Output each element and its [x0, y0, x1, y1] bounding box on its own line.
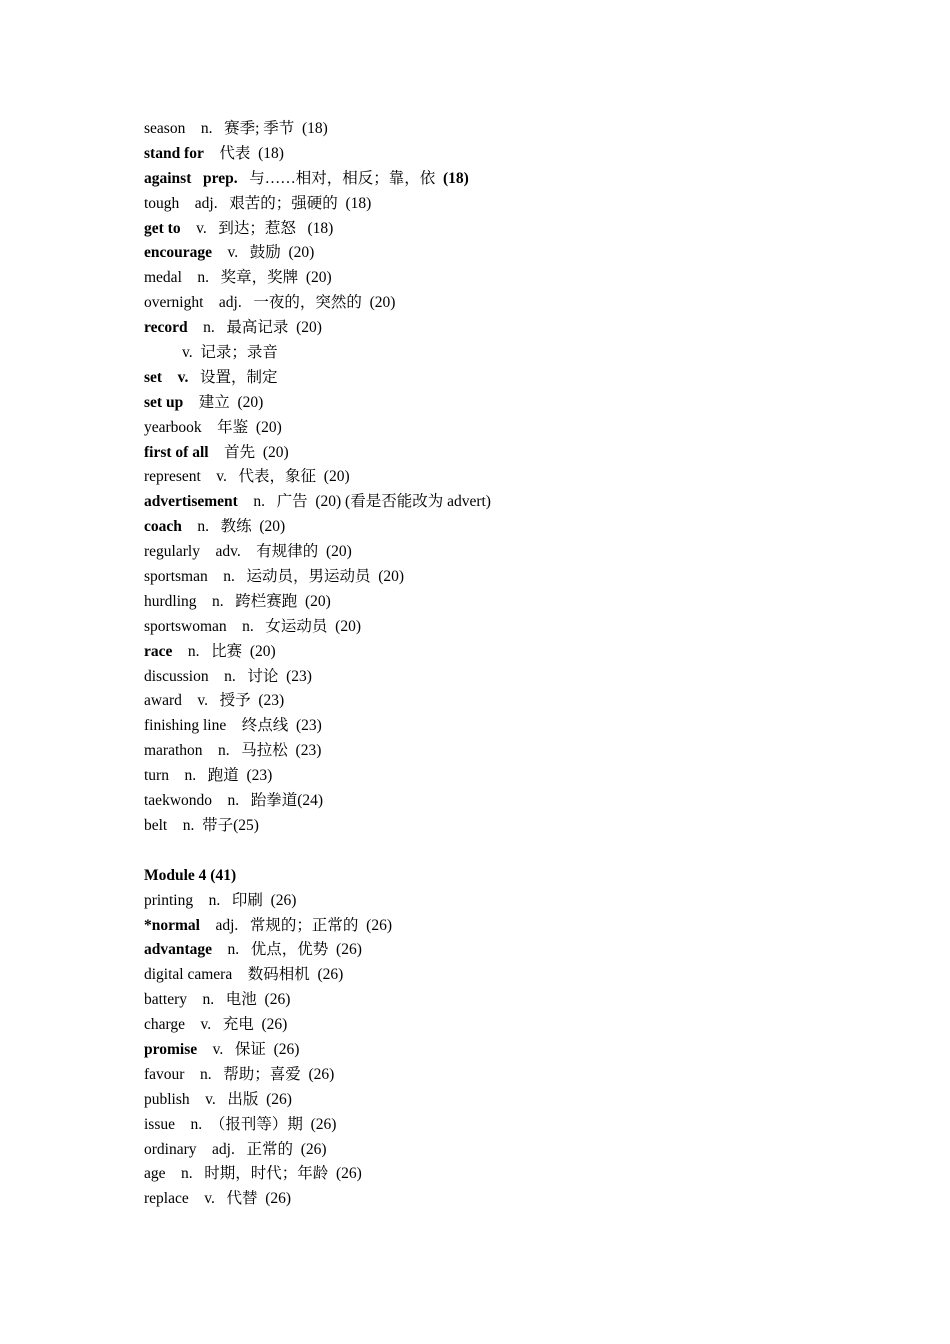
vocab-entry [144, 739, 904, 764]
entry-text: digital camera 数码相机 (26) [144, 966, 344, 984]
entry-text: medal n. 奖章，奖牌 (20) [144, 269, 332, 287]
entry-text: age n. 时期，时代；年龄 (26) [144, 1165, 362, 1183]
vocab-entry [144, 391, 904, 416]
vocab-entry [144, 316, 904, 341]
entry-text: 与……相对，相反；靠，依 [237, 169, 443, 187]
vocab-entry [144, 938, 904, 963]
entry-text: favour n. 帮助；喜爱 (26) [144, 1065, 335, 1083]
entry-text: yearbook 年鉴 (20) [144, 418, 282, 436]
vocab-entry [144, 963, 904, 988]
entry-text: 首先 (20) [208, 443, 289, 461]
entry-text: belt n. 带子(25) [144, 816, 259, 834]
entry-text: charge v. 充电 (26) [144, 1016, 288, 1034]
entry-text: issue n. （报刊等）期 (26) [144, 1115, 337, 1133]
vocab-entry [144, 914, 904, 939]
vocab-entry [144, 465, 904, 490]
entry-text: regularly adv. 有规律的 (20) [144, 543, 352, 561]
vocab-entry [144, 764, 904, 789]
entry-text: award v. 授予 (23) [144, 692, 285, 710]
vocab-entry [144, 1113, 904, 1138]
entry-text: v. 记录；录音 [182, 344, 278, 362]
module-heading [144, 864, 904, 889]
entry-text: 代表 (18) [203, 144, 284, 162]
vocab-entry [144, 1138, 904, 1163]
entry-term: stand for [144, 144, 204, 162]
vocab-entry [144, 490, 904, 515]
entry-text: hurdling n. 跨栏赛跑 (20) [144, 592, 331, 610]
entry-text: season n. 赛季; 季节 (18) [144, 120, 328, 137]
vocab-entry [144, 565, 904, 590]
vocabulary-page [144, 117, 904, 1212]
vocab-entry [144, 366, 904, 391]
blank-line [144, 839, 904, 864]
vocab-entry [144, 117, 904, 142]
entry-term: get to [144, 219, 181, 237]
entry-text: n. 最高记录 (20) [187, 319, 322, 337]
entry-text: sportswoman n. 女运动员 (20) [144, 617, 361, 635]
entry-text: battery n. 电池 (26) [144, 991, 291, 1009]
entry-term: promise [144, 1040, 198, 1058]
entry-text: taekwondo n. 跆拳道(24) [144, 792, 324, 810]
vocab-entry [144, 640, 904, 665]
entry-text: printing n. 印刷 (26) [144, 891, 297, 909]
entry-text: n. 优点，优势 (26) [212, 941, 362, 959]
entry-term: advertisement [144, 493, 238, 511]
entry-term: first of all [144, 443, 209, 461]
vocab-entry [144, 241, 904, 266]
entry-term: advantage [144, 941, 213, 959]
entry-term: (18) [442, 169, 469, 187]
vocab-entry [144, 167, 904, 192]
vocab-entry [144, 217, 904, 242]
vocab-entry [144, 689, 904, 714]
entry-text: n. 教练 (20) [181, 518, 286, 536]
entry-text: finishing line 终点线 (23) [144, 717, 322, 735]
vocab-entry [144, 192, 904, 217]
entry-text: v. 鼓励 (20) [212, 244, 315, 262]
vocab-entry [144, 789, 904, 814]
entry-term: encourage [144, 244, 213, 262]
vocab-entry [144, 615, 904, 640]
vocab-entry [144, 540, 904, 565]
vocab-entry [144, 1162, 904, 1187]
entry-text: n. 广告 (20) (看是否能改为 advert) [237, 493, 491, 511]
entry-text: 建立 (20) [183, 393, 264, 411]
entry-text: ordinary adj. 正常的 (26) [144, 1140, 327, 1158]
vocab-entry [144, 988, 904, 1013]
entry-text: 设置，制定 [188, 368, 278, 386]
entry-text: adj. 常规的；正常的 (26) [199, 916, 392, 934]
vocab-entry [144, 889, 904, 914]
vocab-entry [144, 515, 904, 540]
entry-text: marathon n. 马拉松 (23) [144, 742, 322, 760]
vocab-entry [144, 665, 904, 690]
vocab-entry [144, 291, 904, 316]
entry-term: coach [144, 518, 182, 536]
entry-text: sportsman n. 运动员，男运动员 (20) [144, 568, 405, 586]
vocab-entry [144, 266, 904, 291]
vocab-entry [144, 714, 904, 739]
vocab-entry [144, 590, 904, 615]
entry-term: against prep. [144, 169, 238, 187]
entry-term: set v. [144, 368, 189, 386]
vocab-entry [144, 1187, 904, 1212]
entry-text: turn n. 跑道 (23) [144, 767, 273, 785]
vocab-entry [144, 416, 904, 441]
entry-term: set up [144, 393, 184, 411]
entry-text: replace v. 代替 (26) [144, 1190, 292, 1208]
vocab-entry [144, 1038, 904, 1063]
entry-text: n. 比赛 (20) [172, 642, 276, 660]
entry-text: represent v. 代表，象征 (20) [144, 468, 350, 486]
entry-term: race [144, 642, 173, 660]
entry-term: *normal [144, 916, 200, 934]
vocab-entry [144, 1088, 904, 1113]
vocab-entry [144, 142, 904, 167]
entry-text: discussion n. 讨论 (23) [144, 667, 312, 685]
entry-text: v. 到达；惹怒 (18) [180, 219, 334, 237]
entry-text: tough adj. 艰苦的；强硬的 (18) [144, 194, 372, 212]
vocab-entry [144, 814, 904, 839]
entry-term: Module 4 (41) [144, 866, 237, 884]
vocab-entry [144, 441, 904, 466]
entry-term: record [144, 319, 188, 337]
entry-text: overnight adj. 一夜的，突然的 (20) [144, 294, 396, 312]
entry-text: publish v. 出版 (26) [144, 1090, 292, 1108]
vocab-entry-continuation [144, 341, 904, 366]
vocab-entry [144, 1013, 904, 1038]
entry-text: v. 保证 (26) [197, 1040, 300, 1058]
vocab-entry [144, 1063, 904, 1088]
